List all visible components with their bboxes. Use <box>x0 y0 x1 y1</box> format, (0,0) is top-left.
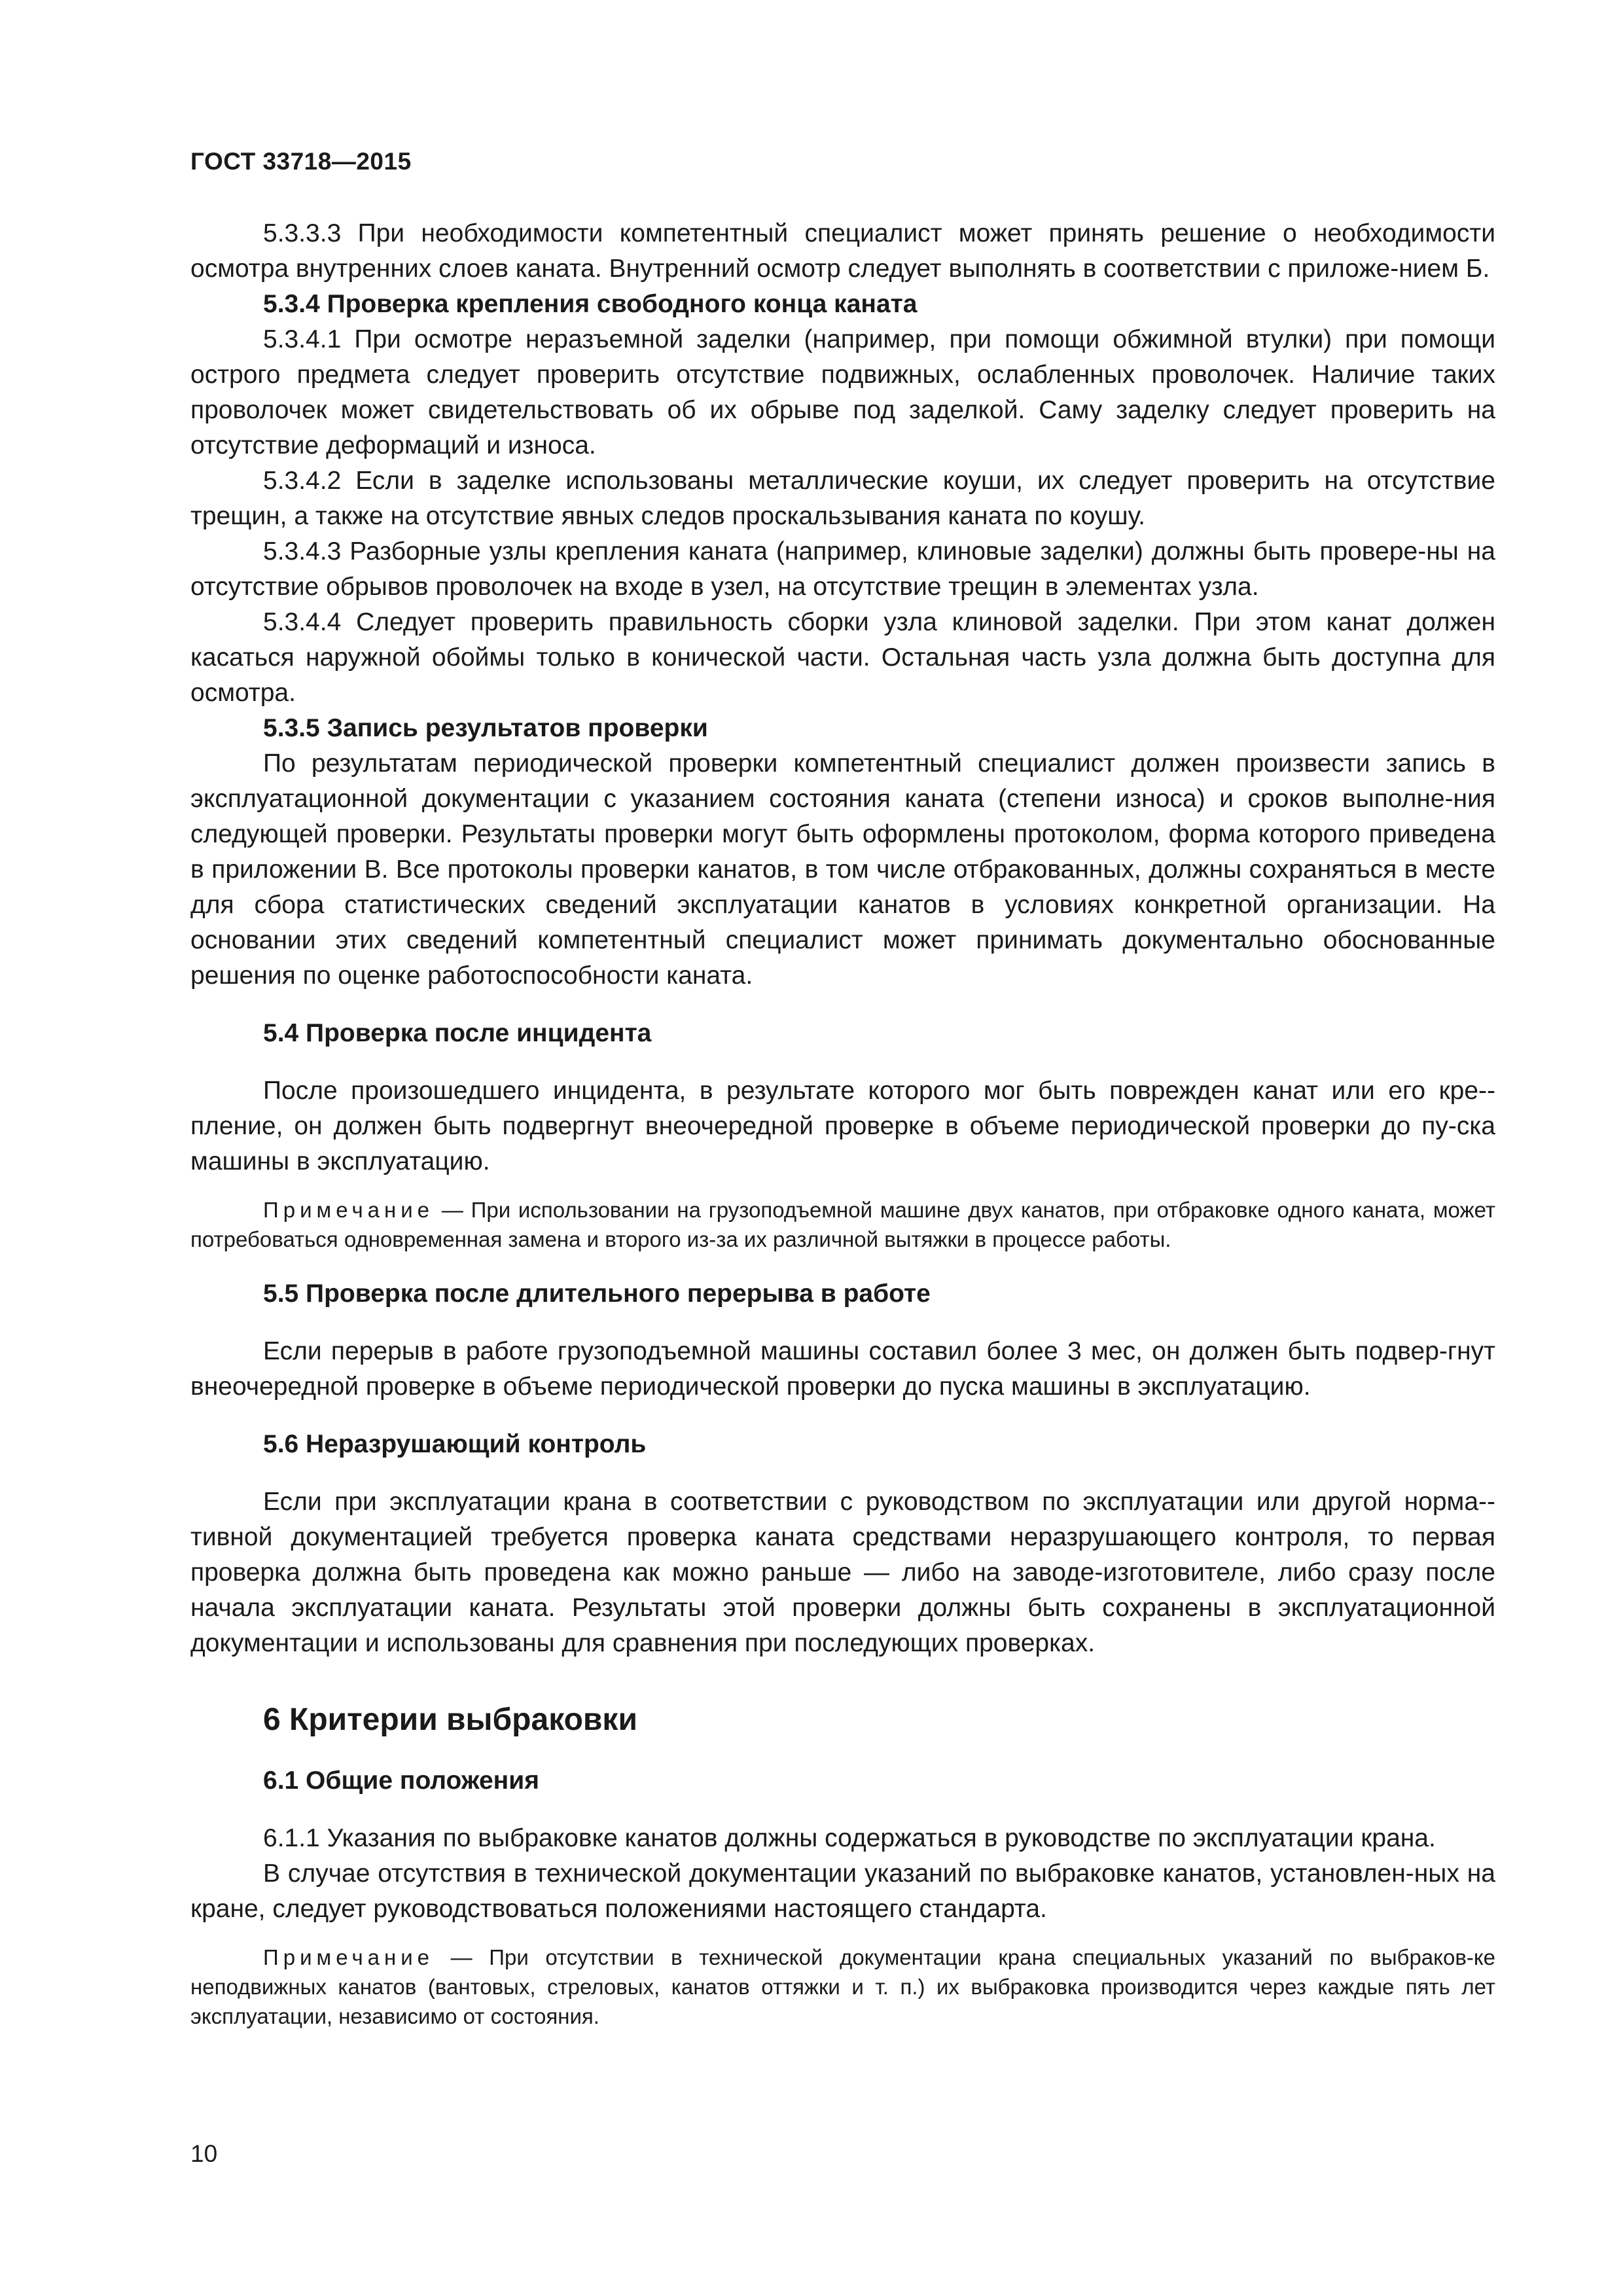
clause-heading: 5.3.4 Проверка крепления свободного конца каната <box>263 290 918 318</box>
document-body <box>190 216 1495 2031</box>
paragraph: 5.3.4.4 Следует проверить правильность сборки узла клиновой заделки. При этом канат должен касаться наружной обоймы только в конической части. Остальная часть узла должна быть доступна для осмотра. <box>190 608 1495 707</box>
spacer <box>190 1927 1495 1943</box>
paragraph: 5.3.4.2 Если в заделке использованы металлические коуши, их следует проверить на отсутствие трещин, а также на отсутствие явных следов проскальзывания каната по коушу. <box>190 467 1495 530</box>
subsection-heading: 5.4 Проверка после инцидента <box>263 1019 652 1047</box>
paragraph: В случае отсутствия в технической документации указаний по выбраковке канатов, установлен-ных на кране, следует руководствоваться положениями настоящего стандарта. <box>190 1859 1495 1923</box>
paragraph: Если при эксплуатации крана в соответствии с руководством по эксплуатации или другой норма-тивной документацией требуется проверка каната средствами неразрушающего контроля, то первая проверка должна быть проведена как можно раньше — либо на заводе-изготовителе, либо сразу после начала эксплуатации каната. Результаты этой проверки должны быть сохранены в эксплуатационной документации и использованы для сравнения при последующих проверках. <box>190 1488 1495 1657</box>
note-label: Примечание <box>263 1945 435 1969</box>
document-header: ГОСТ 33718—2015 <box>190 148 412 175</box>
note-label: Примечание <box>263 1198 435 1222</box>
paragraph: 5.3.4.1 При осмотре неразъемной заделки (например, при помощи обжимной втулки) при помощи острого предмета следует проверить отсутствие подвижных, ослабленных проволочек. Наличие таких проволочек может свидетельствовать об их обрыве под заделкой. Саму заделку следует проверить на отсутствие деформаций и износа. <box>190 325 1495 459</box>
note-text: — При использовании на грузоподъемной машине двух канатов, при отбраковке одного каната, может потребоваться одновременная замена и второго из-за их различной вытяжки в процессе работы. <box>190 1198 1495 1251</box>
subsection-heading: 6.1 Общие положения <box>263 1767 539 1795</box>
paragraph: 5.3.3.3 При необходимости компетентный специалист может принять решение о необходимости осмотра внутренних слоев каната. Внутренний осмотр следует выполнять в соответствии с приложе-нием Б. <box>190 219 1495 283</box>
note-paragraph <box>190 1943 1495 2031</box>
subsection-heading: 5.6 Неразрушающий контроль <box>263 1430 647 1458</box>
paragraph: По результатам периодической проверки компетентный специалист должен произвести запись в эксплуатационной документации с указанием состояния каната (степени износа) и сроков выполне-ния следующей проверки. Результаты проверки могут быть оформлены протоколом, форма которого приведена в приложении В. Все протоколы проверки канатов, в том числе отбракованных, должны сохраняться в месте для сбора статистических сведений эксплуатации канатов в условиях конкретной организации. На основании этих сведений компетентный специалист может принимать документально обоснованные решения по оценке работоспособности каната. <box>190 749 1495 990</box>
paragraph: 5.3.4.3 Разборные узлы крепления каната (например, клиновые заделки) должны быть провере-ны на отсутствие обрывов проволочек на входе в узел, на отсутствие трещин в элементах узла. <box>190 537 1495 601</box>
spacer <box>190 1799 1495 1821</box>
spacer <box>190 1405 1495 1427</box>
spacer <box>190 1462 1495 1484</box>
spacer <box>190 1741 1495 1763</box>
spacer <box>190 1051 1495 1073</box>
spacer <box>190 1254 1495 1276</box>
note-text: — При отсутствии в технической документации крана специальных указаний по выбраков-ке неподвижных канатов (вантовых, стреловых, канатов оттяжки и т. п.) их выбраковка производится через каждые пять лет эксплуатации, независимо от состояния. <box>190 1945 1495 2028</box>
subsection-heading: 5.5 Проверка после длительного перерыва в работе <box>263 1280 931 1308</box>
clause-heading: 5.3.5 Запись результатов проверки <box>263 714 708 742</box>
paragraph: После произошедшего инцидента, в результате которого мог быть поврежден канат или его кре-пление, он должен быть подвергнут внеочередной проверке в объеме периодической проверки до пу-ска машины в эксплуатацию. <box>190 1077 1495 1175</box>
spacer <box>190 1179 1495 1195</box>
note-paragraph <box>190 1195 1495 1254</box>
paragraph: Если перерыв в работе грузоподъемной машины составил более 3 мес, он должен быть подвер-гнут внеочередной проверке в объеме периодической проверки до пуска машины в эксплуатацию. <box>190 1337 1495 1401</box>
page-number: 10 <box>190 2140 218 2167</box>
paragraph: 6.1.1 Указания по выбраковке канатов должны содержаться в руководстве по эксплуатации крана. <box>263 1824 1436 1852</box>
spacer <box>190 1661 1495 1699</box>
spacer <box>190 1312 1495 1334</box>
spacer <box>190 994 1495 1016</box>
section-heading: 6 Критерии выбраковки <box>263 1702 637 1737</box>
